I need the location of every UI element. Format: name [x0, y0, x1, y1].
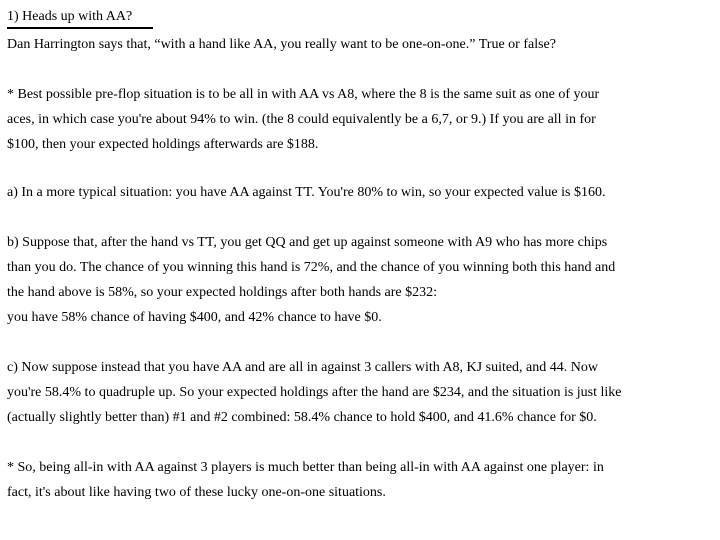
conclusion-line: * So, being all-in with AA against 3 players is much better than being all-in with AA against one player: in [7, 460, 604, 475]
best-case-paragraph [7, 82, 719, 157]
best-case-line: * Best possible pre-flop situation is to be all in with AA vs A8, where the 8 is the same suit as one of your [7, 87, 600, 102]
conclusion-line: fact, it's about like having two of these lucky one-on-one situations. [7, 485, 386, 500]
part-b-line: you have 58% chance of having $400, and 42% chance to have $0. [7, 310, 382, 325]
intro-line: Dan Harrington says that, “with a hand like AA, you really want to be one-on-one.” True or false? [7, 37, 556, 52]
part-c-line: c) Now suppose instead that you have AA and are all in against 3 callers with A8, KJ suited, and 44. Now [7, 360, 598, 375]
part-b-paragraph [7, 230, 719, 330]
part-b-line: the hand above is 58%, so your expected holdings after both hands are $232: [7, 285, 438, 300]
part-b-line: than you do. The chance of you winning this hand is 72%, and the chance of you winning both this hand and [7, 260, 616, 275]
slide-title: 1) Heads up with AA? [7, 9, 133, 24]
part-c-line: (actually slightly better than) #1 and #2 combined: 58.4% chance to hold $400, and 41.6% chance for $0. [7, 410, 597, 425]
part-a-line: a) In a more typical situation: you have AA against TT. You're 80% to win, so your expected value is $160. [7, 185, 606, 200]
conclusion-paragraph [7, 455, 719, 505]
part-c-line: you're 58.4% to quadruple up. So your expected holdings after the hand are $234, and the situation is just like [7, 385, 622, 400]
best-case-line: aces, in which case you're about 94% to win. (the 8 could equivalently be a 6,7, or 9.) If you are all in for [7, 112, 596, 127]
intro-paragraph [7, 32, 719, 57]
part-c-paragraph [7, 355, 719, 430]
best-case-line: $100, then your expected holdings afterwards are $188. [7, 137, 319, 152]
title-underline [7, 27, 153, 29]
part-b-line: b) Suppose that, after the hand vs TT, you get QQ and get up against someone with A9 who has more chips [7, 235, 608, 250]
part-a-paragraph [7, 180, 719, 205]
